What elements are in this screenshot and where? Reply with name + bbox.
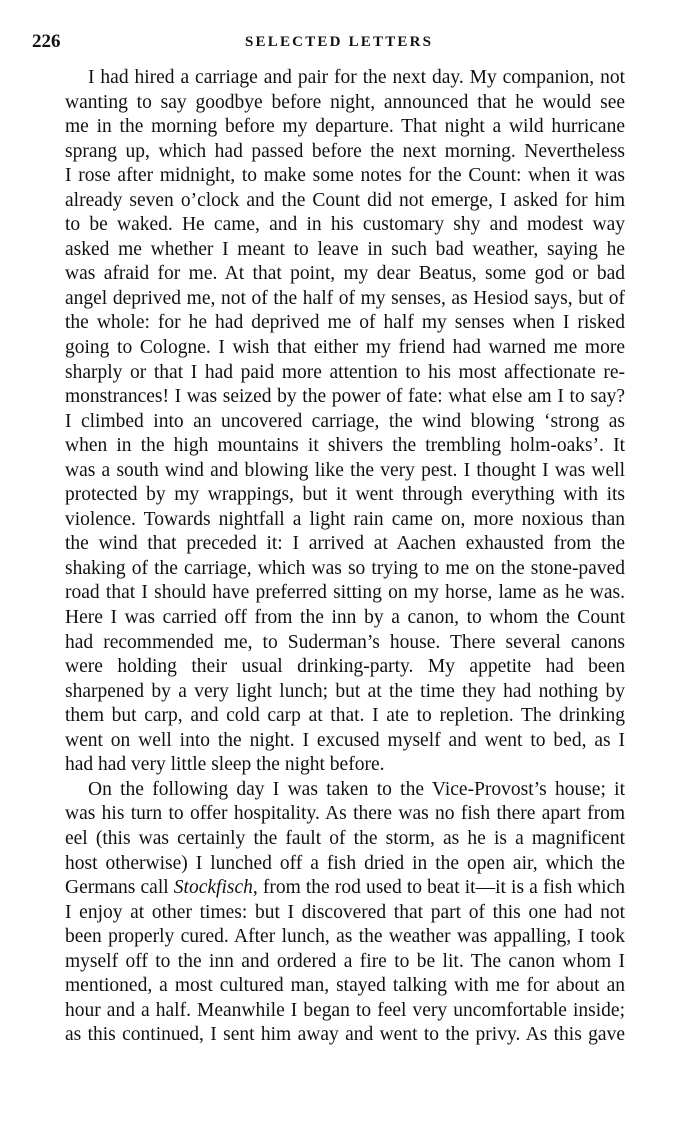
text-line: protected by my wrappings, but it went through everything with its <box>65 484 625 506</box>
text-line: Here I was carried off from the inn by a canon, to whom the Count <box>65 607 625 629</box>
text-line: sprang up, which had passed before the next morning. Nevertheless <box>65 140 625 162</box>
text-line: them but carp, and cold carp at that. I ate to repletion. The drinking <box>65 705 625 727</box>
text-line: road that I should have preferred sitting on my horse, lame as he was. <box>65 582 625 604</box>
text-line: going to Cologne. I wish that either my friend had warned me more <box>65 337 625 359</box>
page-number: 226 <box>32 31 61 52</box>
text-line: wanting to say goodbye before night, announced that he would see <box>65 91 625 113</box>
running-head: SELECTED LETTERS <box>245 34 434 50</box>
text-line: been properly cured. After lunch, as the weather was appalling, I took <box>65 926 625 948</box>
text-line: as this continued, I sent him away and went to the privy. As this gave <box>65 1024 625 1046</box>
text-line: were holding their usual drinking-party. My appetite had been <box>65 656 625 678</box>
text-run: Germans call <box>65 877 174 899</box>
text-line: I enjoy at other times: but I discovered that part of this one had not <box>65 901 625 923</box>
text-line: had recommended me, to Suderman’s house. There several canons <box>65 631 625 653</box>
text-line: was his turn to offer hospitality. As there was no fish there apart from <box>65 803 625 825</box>
text-line: already seven o’clock and the Count did not emerge, I asked for him <box>65 189 625 211</box>
text-line: sharply or that I had paid more attention to his most affectionate re- <box>65 361 625 383</box>
text-line: monstrances! I was seized by the power of fate: what else am I to say? <box>65 386 625 408</box>
text-line: the whole: for he had deprived me of half my senses when I risked <box>65 312 625 334</box>
text-line: sharpened by a very light lunch; but at the time they had nothing by <box>65 680 625 702</box>
italic-term: Stockfisch, <box>173 877 258 899</box>
text-line: I climbed into an uncovered carriage, the wind blowing ‘strong as <box>65 410 625 432</box>
text-line: mentioned, a most cultured man, stayed talking with me for about an <box>65 975 625 997</box>
text-line: when in the high mountains it shivers the trembling holm-oaks’. It <box>65 435 625 457</box>
page-header <box>32 29 632 55</box>
text-line: the wind that preceded it: I arrived at Aachen exhausted from the <box>65 533 625 555</box>
body-text <box>65 66 625 1048</box>
text-line: hour and a half. Meanwhile I began to feel very uncomfortable inside; <box>65 999 625 1021</box>
text-line: host otherwise) I lunched off a fish dried in the open air, which the <box>65 852 625 874</box>
text-line: asked me whether I meant to leave in such bad weather, saying he <box>65 238 625 260</box>
text-line: was a south wind and blowing like the very pest. I thought I was well <box>65 459 625 481</box>
text-line: me in the morning before my departure. That night a wild hurricane <box>65 116 625 138</box>
text-line: myself off to the inn and ordered a fire to be lit. The canon whom I <box>65 950 625 972</box>
text-line: went on well into the night. I excused myself and went to bed, as I <box>65 729 625 751</box>
text-line: I had hired a carriage and pair for the next day. My companion, not <box>88 67 625 88</box>
text-line: to be waked. He came, and in his customary shy and modest way <box>65 214 625 236</box>
text-line: was afraid for me. At that point, my dear Beatus, some god or bad <box>65 263 625 285</box>
text-line: angel deprived me, not of the half of my senses, as Hesiod says, but of <box>65 287 625 309</box>
text-line: shaking of the carriage, which was so trying to me on the stone-paved <box>65 557 625 579</box>
text-line: I rose after midnight, to make some notes for the Count: when it was <box>65 165 625 187</box>
text-line: violence. Towards nightfall a light rain came on, more noxious than <box>65 508 625 530</box>
text-run: from the rod used to beat it—it is a fish which <box>257 877 625 899</box>
text-line: had had very little sleep the night before. <box>65 754 385 776</box>
text-line: On the following day I was taken to the Vice-Provost’s house; it <box>88 778 625 800</box>
text-line: eel (this was certainly the fault of the storm, as he is a magnificent <box>65 827 625 849</box>
text-line-with-italic <box>65 876 625 901</box>
